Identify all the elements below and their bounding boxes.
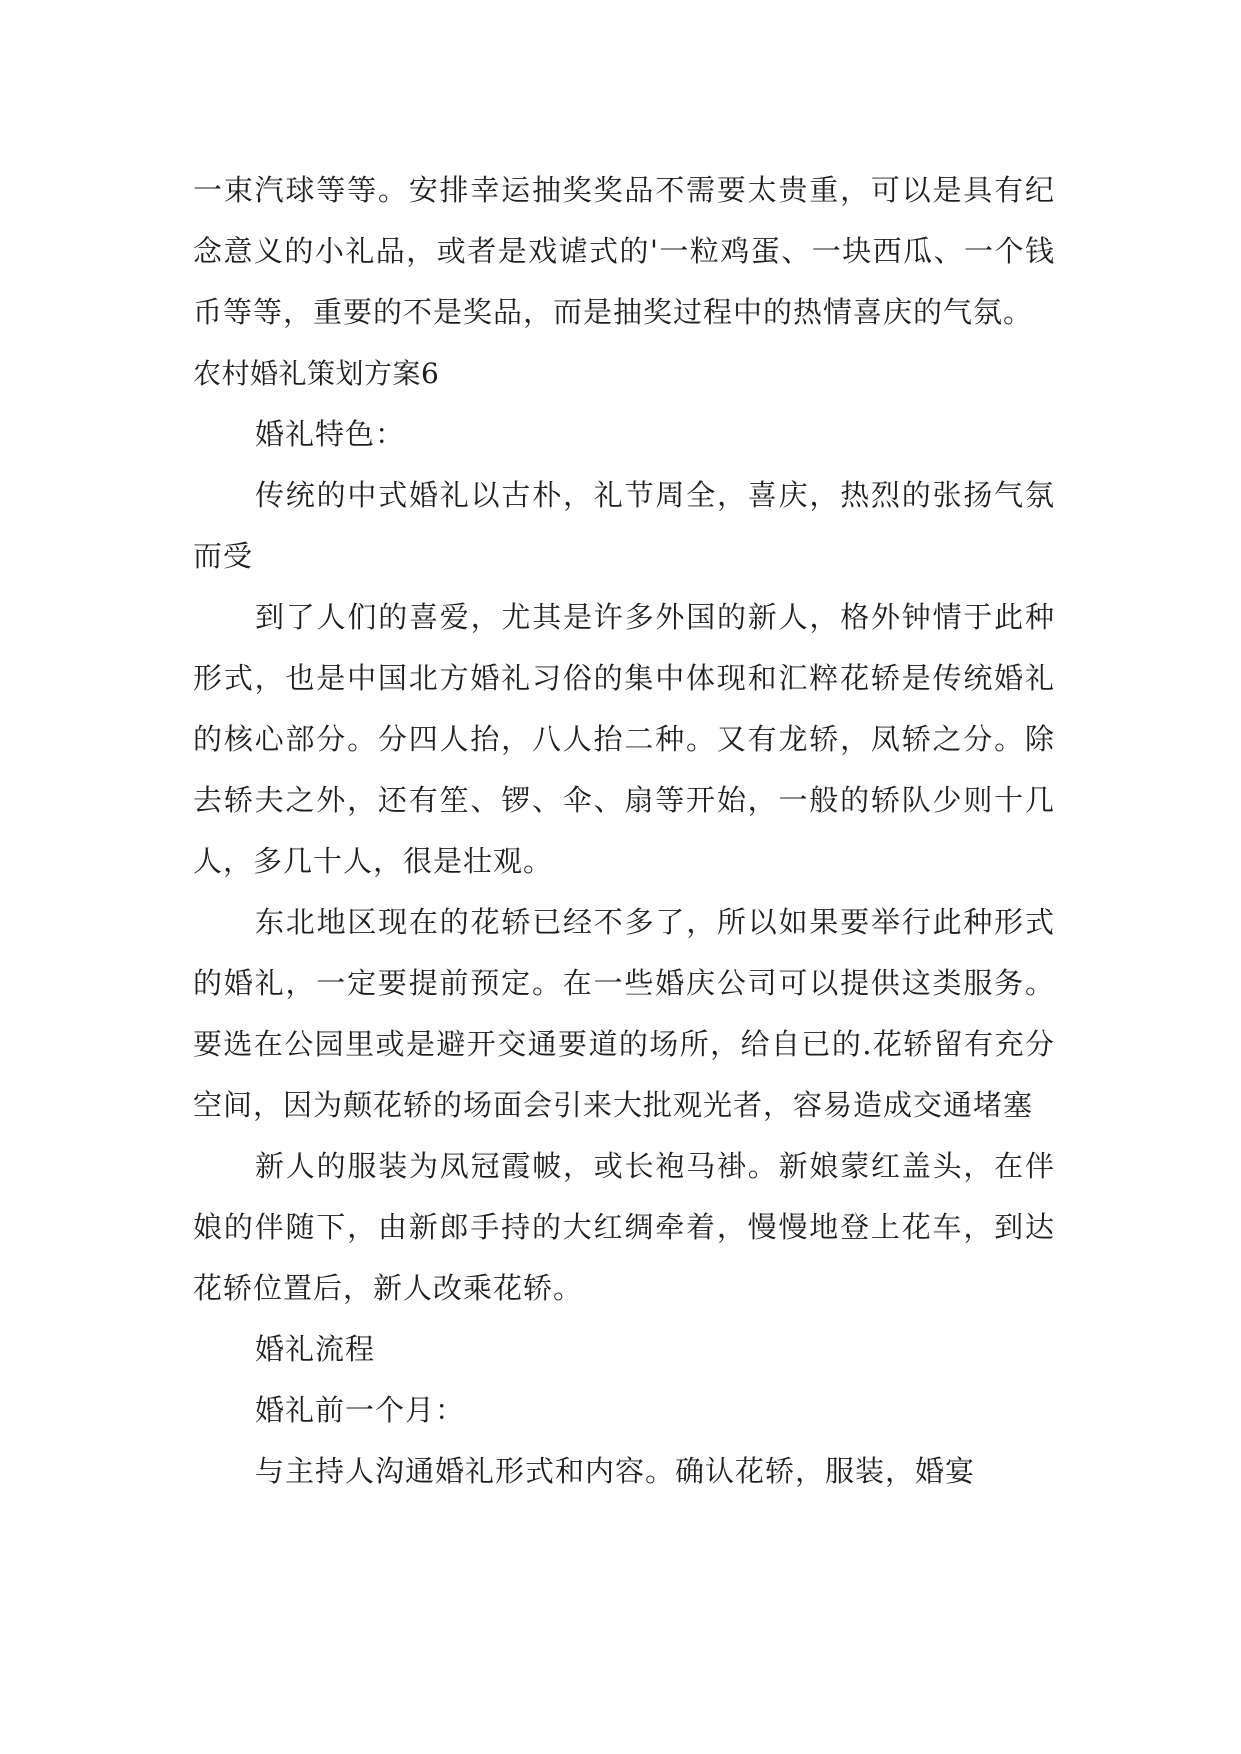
paragraph-sedan-chair: 到了人们的喜爱，尤其是许多外国的新人，格外钟情于此种形式，也是中国北方婚礼习俗的集中体现和汇粹花轿是传统婚礼的核心部分。分四人抬，八人抬二种。又有龙轿，凤轿之分。除去轿夫之外，还有笙、锣、伞、扇等开始，一般的轿队少则十几人，多几十人，很是壮观。 xyxy=(193,600,1055,878)
document-body xyxy=(193,160,1055,1502)
paragraph-northeast: 东北地区现在的花轿已经不多了，所以如果要举行此种形式的婚礼，一定要提前预定。在一些婚庆公司可以提供这类服务。要选在公园里或是避开交通要道的场所，给自已的.花轿留有充分空间，因为颠花轿的场面会引来大批观光者，容易造成交通堵塞 xyxy=(193,905,1055,1122)
paragraph-one-month-before: 婚礼前一个月： xyxy=(255,1393,466,1427)
paragraph-lottery: 一束汽球等等。安排幸运抽奖奖品不需要太贵重，可以是具有纪念意义的小礼品，或者是戏谑式的'一粒鸡蛋、一块西瓜、一个钱币等等，重要的不是奖品，而是抽奖过程中的热情喜庆的气氛。 xyxy=(193,173,1055,329)
paragraph-host-communication: 与主持人沟通婚礼形式和内容。确认花轿，服装，婚宴 xyxy=(255,1454,976,1488)
paragraph-process-title: 婚礼流程 xyxy=(255,1332,376,1366)
paragraph-feature-title: 婚礼特色： xyxy=(255,417,406,451)
section-heading: 农村婚礼策划方案6 xyxy=(193,357,440,390)
paragraph-attire: 新人的服装为凤冠霞帔，或长袍马褂。新娘蒙红盖头，在伴娘的伴随下，由新郎手持的大红绸牵着，慢慢地登上花车，到达花轿位置后，新人改乘花轿。 xyxy=(193,1149,1055,1305)
paragraph-tradition: 传统的中式婚礼以古朴，礼节周全，喜庆，热烈的张扬气氛而受 xyxy=(193,478,1055,573)
